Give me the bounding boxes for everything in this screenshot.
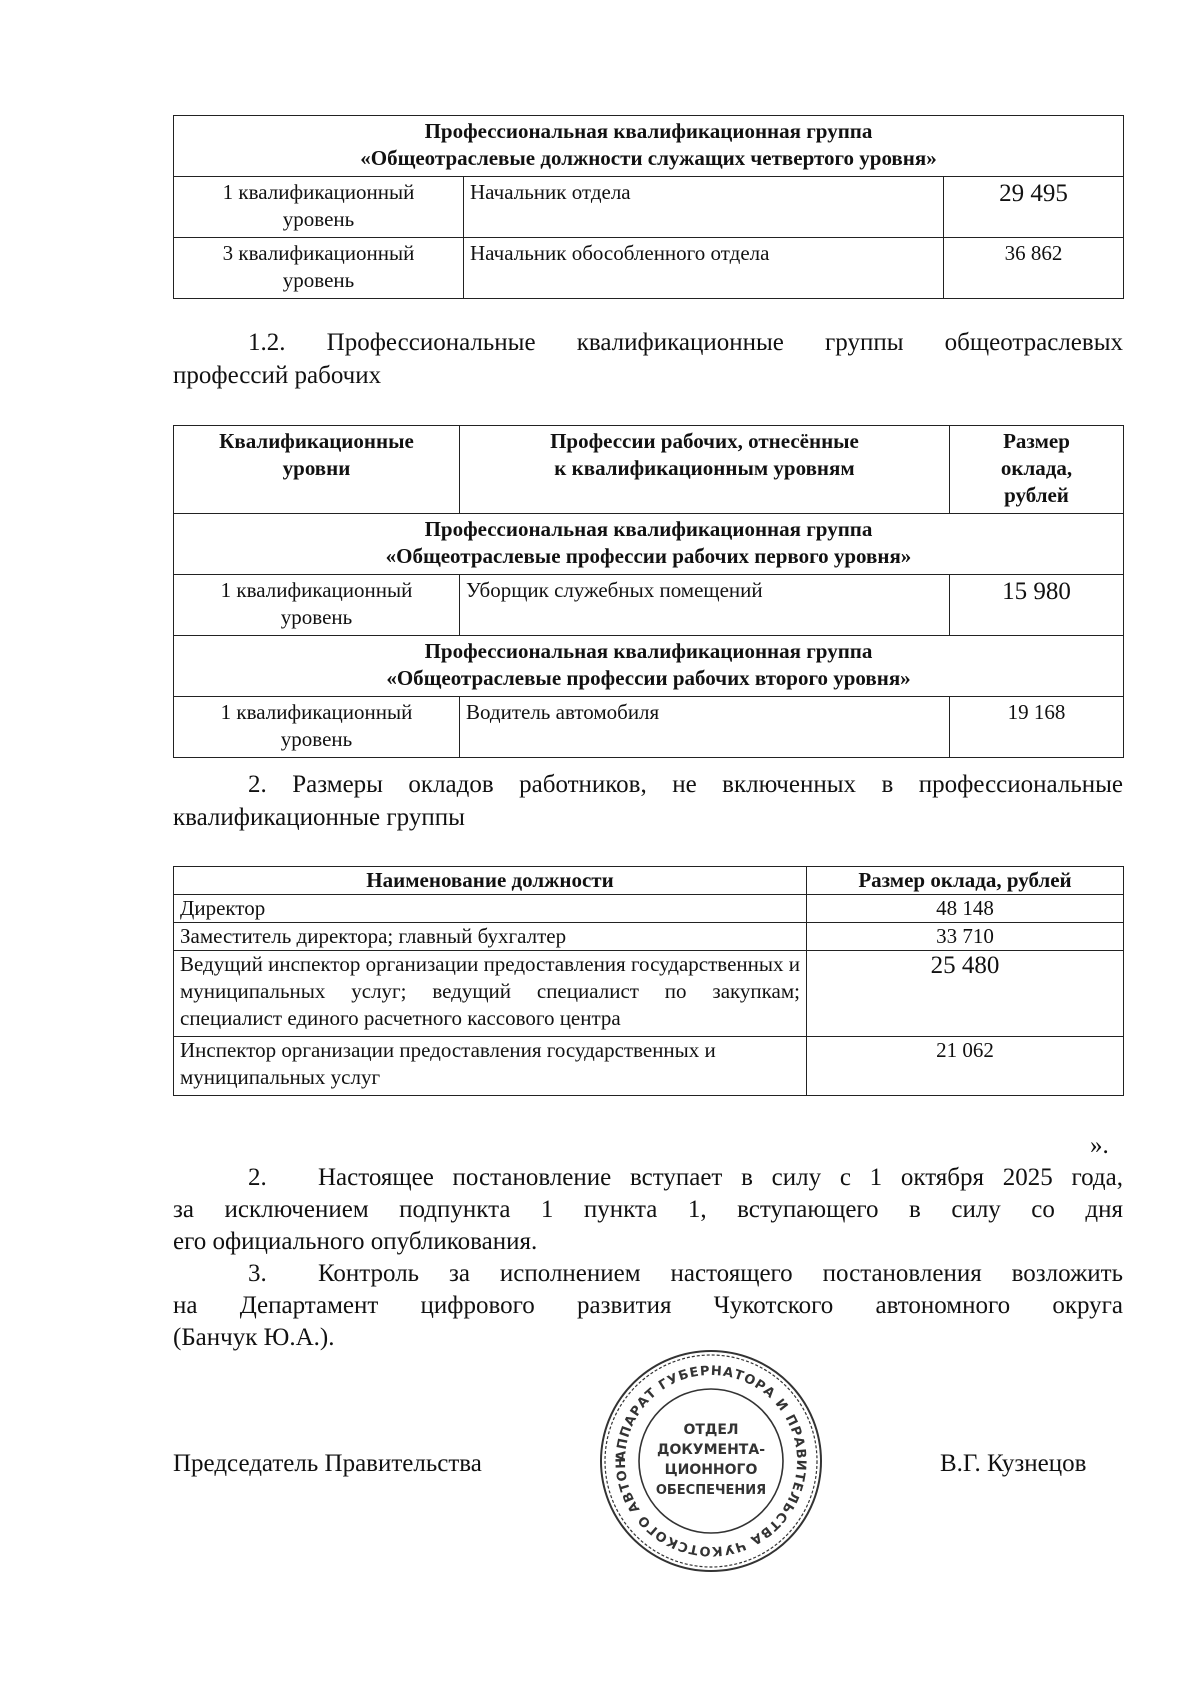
table-row: [174, 923, 1124, 951]
title-cell: Директор: [174, 895, 807, 923]
level-line2: уровень: [280, 727, 353, 751]
level-line1: 1 квалификационный: [220, 700, 413, 724]
table-row: [174, 238, 1124, 299]
stamp-graphic: [598, 1348, 824, 1574]
signatory-name: В.Г. Кузнецов: [940, 1450, 1087, 1477]
point-2-line1: [173, 1162, 1123, 1194]
table-row: [174, 697, 1124, 758]
point-3-line1: [173, 1258, 1123, 1290]
table-row: [174, 951, 1124, 1037]
level-line2: уровень: [282, 207, 355, 231]
group-title-line1: Профессиональная квалификационная группа: [424, 119, 873, 143]
stamp-line4: ОБЕСПЕЧЕНИЯ: [655, 1483, 767, 1498]
point-3-line3: (Банчук Ю.А.).: [173, 1324, 335, 1351]
table-row: [174, 636, 1124, 697]
salary-cell: 25 480: [807, 951, 1124, 1037]
section-1-2-line2: профессий рабочих: [173, 362, 382, 389]
section-1-2-heading: [173, 326, 1123, 392]
header-col2-line1: Профессии рабочих, отнесённые: [550, 429, 859, 453]
stamp-line2: ДОКУМЕНТА-: [656, 1442, 766, 1458]
group-title-line2: «Общеотраслевые должности служащих четвертого уровня»: [360, 146, 937, 170]
salary-cell: 48 148: [807, 895, 1124, 923]
header-col3-line3: рублей: [1004, 483, 1069, 507]
header-col1-line2: уровни: [282, 456, 351, 480]
table-clerks-4th-level: [173, 115, 1124, 299]
title-cell: Инспектор организации предоставления государственных и муниципальных услуг: [174, 1037, 807, 1096]
level-line1: 3 квалификационный: [222, 241, 415, 265]
table-row: [174, 575, 1124, 636]
header-levels: [174, 426, 460, 514]
salary-cell: 36 862: [944, 238, 1124, 299]
profession-cell: Уборщик служебных помещений: [460, 575, 950, 636]
point-2-line3: его официального опубликования.: [173, 1228, 538, 1255]
salary-cell: 33 710: [807, 923, 1124, 951]
point-2-text: Настоящее постановление вступает в силу с 1 октября 2025 года,: [318, 1164, 1123, 1191]
point-3: [173, 1258, 1123, 1354]
header-title: Наименование должности: [174, 867, 807, 895]
table-row: [174, 895, 1124, 923]
header-salary: [950, 426, 1124, 514]
point-3-number: 3.: [248, 1260, 267, 1287]
header-col2-line2: к квалификационным уровням: [554, 456, 855, 480]
header-col3-line2: оклада,: [1000, 456, 1073, 480]
section-2-line2: квалификационные группы: [173, 804, 465, 831]
group-title-cell: [174, 116, 1124, 177]
title-cell: Заместитель директора; главный бухгалтер: [174, 923, 807, 951]
table-row: [174, 177, 1124, 238]
point-2-number: 2.: [248, 1164, 267, 1191]
point-2-line2: за исключением подпункта 1 пункта 1, вступающего в силу со дня: [173, 1196, 1123, 1223]
official-stamp: [598, 1348, 824, 1574]
table-header-row: [174, 867, 1124, 895]
level-line1: 1 квалификационный: [220, 578, 413, 602]
group-title-cell: [174, 514, 1124, 575]
title-cell: Ведущий инспектор организации предоставления государственных и муниципальных услуг; ведущий специалист по закупкам; специалист единого расчетного кассового центра: [174, 951, 807, 1037]
level-cell: [174, 697, 460, 758]
section-1-2-line1: 1.2. Профессиональные квалификационные группы общеотраслевых: [248, 329, 1123, 356]
header-col3-line1: Размер: [1003, 429, 1070, 453]
salary-cell: 19 168: [950, 697, 1124, 758]
level-cell: [174, 238, 464, 299]
salary-cell: 21 062: [807, 1037, 1124, 1096]
level-line2: уровень: [280, 605, 353, 629]
header-col1-line1: Квалификационные: [219, 429, 414, 453]
table-header-row: [174, 426, 1124, 514]
group2-line2: «Общеотраслевые профессии рабочих второго уровня»: [386, 666, 911, 690]
group1-line2: «Общеотраслевые профессии рабочих первого уровня»: [385, 544, 912, 568]
salary-cell: 15 980: [950, 575, 1124, 636]
header-professions: [460, 426, 950, 514]
level-cell: [174, 177, 464, 238]
level-cell: [174, 575, 460, 636]
level-line1: 1 квалификационный: [222, 180, 415, 204]
position-cell: Начальник обособленного отдела: [464, 238, 944, 299]
stamp-line3: ЦИОННОГО: [664, 1462, 758, 1478]
section-2-line1: 2. Размеры окладов работников, не включенных в профессиональные: [248, 771, 1123, 798]
table-row: [174, 514, 1124, 575]
closing-quote: ».: [1090, 1132, 1109, 1159]
group-title-cell: [174, 636, 1124, 697]
table-row: [174, 1037, 1124, 1096]
stamp-ring-text: АППАРАТ ГУБЕРНАТОРА И ПРАВИТЕЛЬСТВА ЧУКОТСКОГО АВТОН: [613, 1363, 809, 1559]
signatory-position: Председатель Правительства: [173, 1450, 482, 1477]
table-other-positions: [173, 866, 1124, 1096]
level-line2: уровень: [282, 268, 355, 292]
salary-cell: 29 495: [944, 177, 1124, 238]
profession-cell: Водитель автомобиля: [460, 697, 950, 758]
group2-line1: Профессиональная квалификационная группа: [424, 639, 873, 663]
point-3-text: Контроль за исполнением настоящего постановления возложить: [318, 1260, 1123, 1287]
stamp-line1: ОТДЕЛ: [683, 1422, 739, 1438]
header-salary: Размер оклада, рублей: [807, 867, 1124, 895]
table-row: [174, 116, 1124, 177]
section-2-heading: [173, 768, 1123, 834]
group1-line1: Профессиональная квалификационная группа: [424, 517, 873, 541]
table-workers-professions: [173, 425, 1124, 758]
point-3-line2: на Департамент цифрового развития Чукотского автономного округа: [173, 1292, 1123, 1319]
point-2: [173, 1162, 1123, 1258]
position-cell: Начальник отдела: [464, 177, 944, 238]
